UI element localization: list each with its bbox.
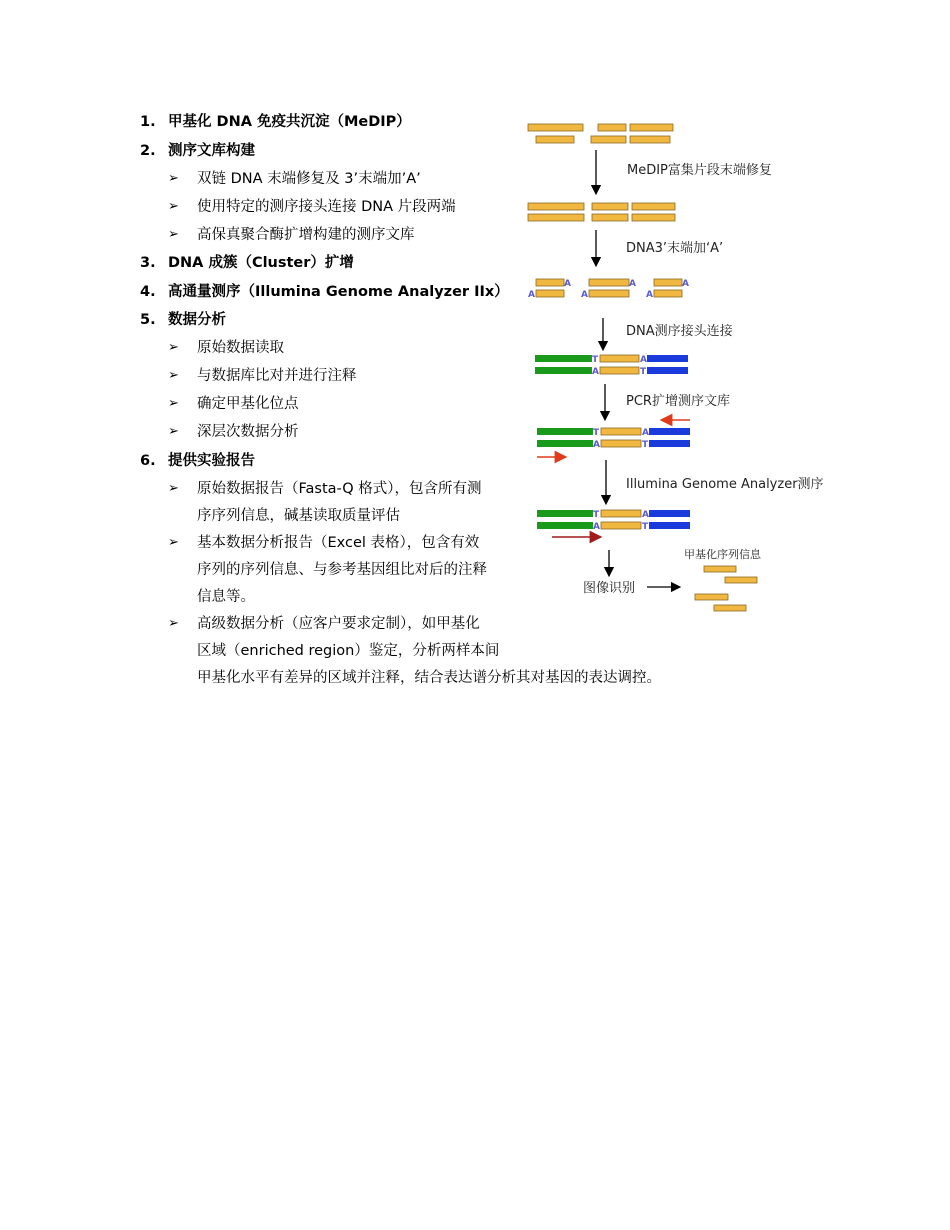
stage-end-repaired — [528, 203, 675, 221]
dna-fragment — [536, 136, 574, 143]
sequence-read — [714, 605, 746, 611]
dna-fragment — [536, 290, 564, 297]
base-a: A — [581, 290, 588, 300]
sub-item-continuation: 区域（enriched region）鉴定，分析两样本间 — [197, 643, 500, 659]
dna-fragment — [598, 124, 626, 131]
adapter-left — [537, 522, 593, 529]
list-heading: 测序文库构建 — [168, 143, 255, 159]
dna-fragment — [528, 124, 583, 131]
adapter-left — [535, 355, 592, 362]
base-t: T — [642, 522, 649, 532]
list-number: 2. — [140, 143, 156, 159]
methylated-reads — [695, 566, 757, 611]
stage-adapter-ligated — [535, 355, 688, 377]
stage-pcr-amplified — [537, 428, 690, 450]
dna-fragment — [601, 510, 641, 517]
dna-fragment — [528, 214, 584, 221]
base-a: A — [593, 522, 600, 532]
list-heading: DNA 成簇（Cluster）扩增 — [168, 255, 354, 271]
methylated-sequence-label: 甲基化序列信息 — [684, 548, 761, 561]
list-number: 5. — [140, 312, 156, 328]
image-recognition-label: 图像识别 — [583, 581, 636, 596]
dna-fragment — [591, 136, 626, 143]
list-heading: 数据分析 — [168, 312, 226, 328]
list-heading: 甲基化 DNA 免疫共沉淀（MeDIP） — [168, 114, 411, 130]
adapter-right — [647, 355, 688, 362]
dna-fragment — [600, 355, 639, 362]
sub-item: 深层次数据分析 — [197, 424, 299, 440]
dna-fragment — [600, 367, 639, 374]
list-heading: 提供实验报告 — [168, 453, 255, 469]
dna-fragment — [630, 136, 670, 143]
dna-fragment — [601, 428, 641, 435]
list-number: 4. — [140, 284, 156, 300]
step-label: MeDIP富集片段末端修复 — [627, 163, 772, 178]
dna-fragment — [592, 214, 628, 221]
bullet-arrow-icon: ➢ — [168, 424, 179, 439]
base-a: A — [642, 510, 649, 520]
list-number: 1. — [140, 114, 156, 130]
step-label: DNA3’末端加‘A’ — [626, 241, 724, 256]
list-number: 3. — [140, 255, 156, 271]
base-a: A — [642, 428, 649, 438]
base-a: A — [593, 440, 600, 450]
bullet-arrow-icon: ➢ — [168, 616, 179, 631]
sub-item: 双链 DNA 末端修复及 3’末端加’A’ — [197, 171, 421, 187]
dna-fragment — [589, 279, 629, 286]
stage-a-tailed — [528, 279, 689, 300]
dna-fragment — [654, 290, 682, 297]
sub-item: 高级数据分析（应客户要求定制），如甲基化 — [197, 616, 480, 632]
base-a: A — [640, 355, 647, 365]
adapter-right — [649, 428, 690, 435]
dna-fragment — [592, 203, 628, 210]
bullet-arrow-icon: ➢ — [168, 368, 179, 383]
dna-fragment — [601, 522, 641, 529]
sequence-read — [695, 594, 728, 600]
base-a: A — [629, 279, 636, 289]
dna-fragment — [654, 279, 682, 286]
list-number: 6. — [140, 453, 156, 469]
bullet-arrow-icon: ➢ — [168, 396, 179, 411]
dna-fragment — [536, 279, 564, 286]
adapter-right — [649, 440, 690, 447]
stage-raw-fragments — [528, 124, 673, 143]
sequence-read — [725, 577, 757, 583]
dna-fragment — [528, 203, 584, 210]
sub-item: 高保真聚合酶扩增构建的测序文库 — [197, 227, 415, 243]
sub-item: 确定甲基化位点 — [197, 396, 299, 412]
bullet-arrow-icon: ➢ — [168, 340, 179, 355]
base-a: A — [564, 279, 571, 289]
stage-sequencing — [537, 510, 690, 532]
step-label: DNA测序接头连接 — [626, 324, 733, 339]
base-a: A — [646, 290, 653, 300]
sub-item-continuation: 信息等。 — [197, 589, 255, 605]
sub-item: 原始数据读取 — [197, 340, 284, 356]
step-label: Illumina Genome Analyzer测序 — [626, 477, 824, 492]
base-a: A — [682, 279, 689, 289]
base-t: T — [592, 355, 599, 365]
dna-fragment — [601, 440, 641, 447]
sub-item: 使用特定的测序接头连接 DNA 片段两端 — [197, 199, 456, 215]
bullet-arrow-icon: ➢ — [168, 199, 179, 214]
adapter-left — [537, 428, 593, 435]
base-t: T — [593, 428, 600, 438]
bullet-arrow-icon: ➢ — [168, 535, 179, 550]
dna-fragment — [632, 214, 675, 221]
bullet-arrow-icon: ➢ — [168, 481, 179, 496]
sub-item: 与数据库比对并进行注释 — [197, 368, 357, 384]
base-t: T — [640, 367, 647, 377]
bullet-arrow-icon: ➢ — [168, 227, 179, 242]
sub-item-continuation: 序序列信息，碱基读取质量评估 — [197, 508, 400, 524]
sub-item: 原始数据报告（Fasta-Q 格式），包含所有测 — [197, 481, 482, 497]
list-heading: 高通量测序（Illumina Genome Analyzer IIx） — [168, 284, 509, 300]
adapter-right — [647, 367, 688, 374]
sub-item-continuation: 序列的序列信息、与参考基因组比对后的注释 — [197, 562, 487, 578]
bullet-arrow-icon: ➢ — [168, 171, 179, 186]
base-a: A — [592, 367, 599, 377]
dna-fragment — [632, 203, 675, 210]
base-a: A — [528, 290, 535, 300]
sub-item: 基本数据分析报告（Excel 表格），包含有效 — [197, 535, 480, 551]
dna-fragment — [630, 124, 673, 131]
sub-item-continuation: 甲基化水平有差异的区域并注释，结合表达谱分析其对基因的表达调控。 — [197, 670, 661, 686]
adapter-left — [537, 440, 593, 447]
step-label: PCR扩增测序文库 — [626, 394, 730, 409]
adapter-right — [649, 522, 690, 529]
adapter-right — [649, 510, 690, 517]
adapter-left — [535, 367, 592, 374]
dna-fragment — [589, 290, 629, 297]
base-t: T — [642, 440, 649, 450]
base-t: T — [593, 510, 600, 520]
adapter-left — [537, 510, 593, 517]
sequence-read — [704, 566, 736, 572]
